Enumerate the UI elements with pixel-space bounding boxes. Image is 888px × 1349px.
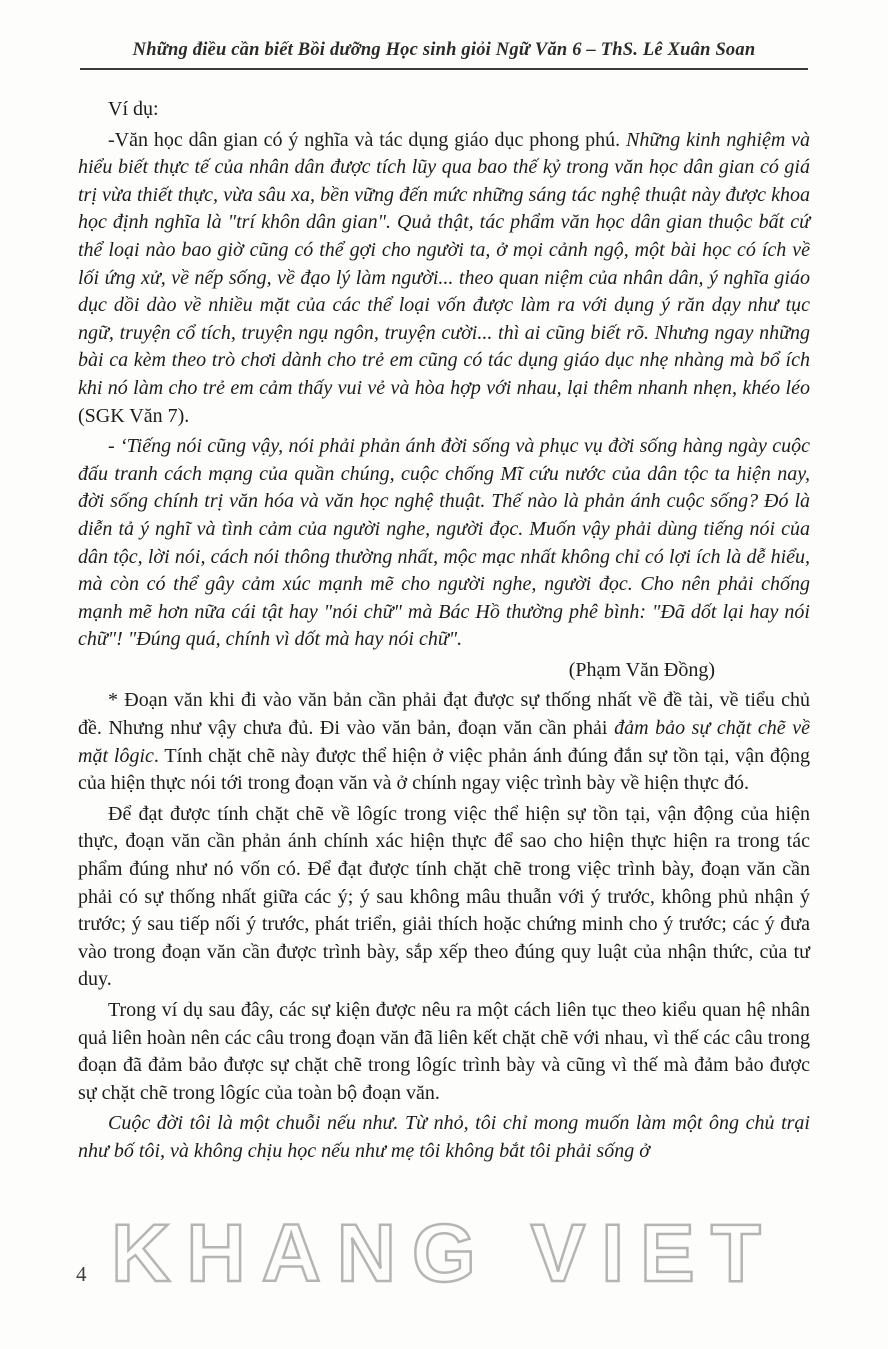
text-run: Trong ví dụ sau đây, các sự kiện được nêu ra một cách liên tục theo kiểu quan hệ nhân quả liên hoàn nên các câu trong đoạn văn đã liên kết chặt chẽ với nhau, vì thế các câu trong đoạn đã đảm bảo được sự chặt chẽ trong lôgíc trình bày và cũng vì thế mà đảm bảo được sự chặt chẽ trong lôgíc của toàn bộ đoạn văn. (78, 999, 810, 1104)
publisher-watermark: KHANG VIET (111, 1208, 777, 1299)
italic-text-run: Cuộc đời tôi là một chuỗi nếu như. (108, 1112, 405, 1135)
paragraph (78, 997, 810, 1107)
text-run: -Văn học dân gian có ý nghĩa và tác dụng giáo dục phong phú. (108, 128, 626, 151)
text-run: (SGK Văn 7). (78, 404, 190, 427)
header-rule (80, 68, 808, 70)
italic-text-run: ‘Tiếng nói cũng vậy, nói phải phản ánh đời sống và phục vụ đời sống hàng ngày cuộc đấu tranh cách mạng của quần chúng, cuộc chống Mĩ cứu nước của dân tộc ta hiện nay, đời sống chính trị văn hóa và văn học nghệ thuật. Thế nào là phản ánh cuộc sống? Đó là diễn tả ý nghĩ và tình cảm của người nghe, người đọc. Muốn vậy phải dùng tiếng nói của dân tộc, lời nói, cách nói thông thường nhất, mộc mạc nhất không chỉ có lợi ích là dễ hiểu, mà còn có thể gây cảm xúc mạnh mẽ cho người nghe, người đọc. Cho nên phải chống mạnh mẽ hơn nữa cái tật hay "nói chữ" mà Bác Hồ thường phê bình: "Đã dốt lại hay nói chữ"! "Đúng quá, chính vì dốt mà hay nói chữ". (78, 435, 810, 651)
paragraph (78, 657, 810, 685)
document-body (78, 96, 810, 1166)
italic-text-run: đảm bảo sự chặt chẽ về mặt lôgic (78, 717, 811, 767)
paragraph (78, 1110, 810, 1165)
paragraph (78, 687, 810, 797)
italic-text-run: Từ nhỏ, tôi chỉ mong muốn làm một ông chủ trại như bố tôi, và không chịu học nếu như mẹ tôi không bắt tôi phải sống ở (78, 1112, 810, 1162)
paragraph (78, 96, 810, 124)
text-run: (Phạm Văn Đồng) (568, 658, 715, 681)
paragraph (78, 433, 810, 654)
running-header: Những điều cần biết Bồi dưỡng Học sinh giỏi Ngữ Văn 6 – ThS. Lê Xuân Soan (132, 40, 756, 60)
text-run: Ví dụ: (108, 98, 159, 120)
italic-text-run: Những kinh nghiệm và hiểu biết thực tế của nhân dân được tích lũy qua bao thế kỷ trong văn học dân gian có giá trị vừa thiết thực, vừa sâu xa, bền vững đến mức những sáng tác nghệ thuật này được khoa học định nghĩa là "trí khôn dân gian". Quả thật, tác phẩm văn học dân gian thuộc bất cứ thể loại nào bao giờ cũng có thể gợi cho người ta, ở mọi cảnh ngộ, một bài học có ích về lối ứng xử, về nếp sống, về đạo lý làm người... theo quan niệm của nhân dân, ý nghĩa giáo dục dồi dào về nhiều mặt của các thể loại vốn được làm ra với dụng ý răn dạy như tục ngữ, truyện cổ tích, truyện ngụ ngôn, truyện cười... thì ai cũng biết rõ. Nhưng ngay những bài ca kèm theo trò chơi dành cho trẻ em cũng có tác dụng giáo dục nhẹ nhàng mà bổ ích khi nó làm cho trẻ em cảm thấy vui vẻ và hòa hợp với nhau, lại thêm nhanh nhẹn, khéo léo (78, 128, 810, 399)
text-run: Để đạt được tính chặt chẽ về lôgíc trong việc thể hiện sự tồn tại, vận động của hiện thực, đoạn văn cần phản ánh chính xác hiện thực để sao cho hiện thực hiện ra trong tác phẩm đúng như nó vốn có. Để đạt được tính chặt chẽ trong việc trình bày, đoạn văn cần phải có sự thống nhất giữa các ý; ý sau không mâu thuẫn với ý trước, không phủ nhận ý trước; ý sau tiếp nối ý trước, phát triển, giải thích hoặc chứng minh cho ý trước; các ý đưa vào trong đoạn văn cần được trình bày, sắp xếp theo đúng quy luật của nhận thức, của tư duy. (78, 802, 810, 991)
text-run: * Đoạn văn khi đi vào văn bản cần phải đạt được sự thống nhất về đề tài, về tiểu chủ đề. Nhưng như vậy chưa đủ. Đi vào văn bản, đoạn văn cần phải (78, 689, 810, 740)
paragraph (78, 127, 810, 431)
page-number: 4 (76, 1262, 87, 1286)
text-run: . Tính chặt chẽ này được thể hiện ở việc phản ánh đúng đắn sự tồn tại, vận động của hiện thực nói tới trong đoạn văn và ở chính ngay việc trình bày về hiện thực đó. (78, 744, 810, 795)
paragraph (78, 801, 810, 994)
text-run: - (108, 435, 120, 458)
